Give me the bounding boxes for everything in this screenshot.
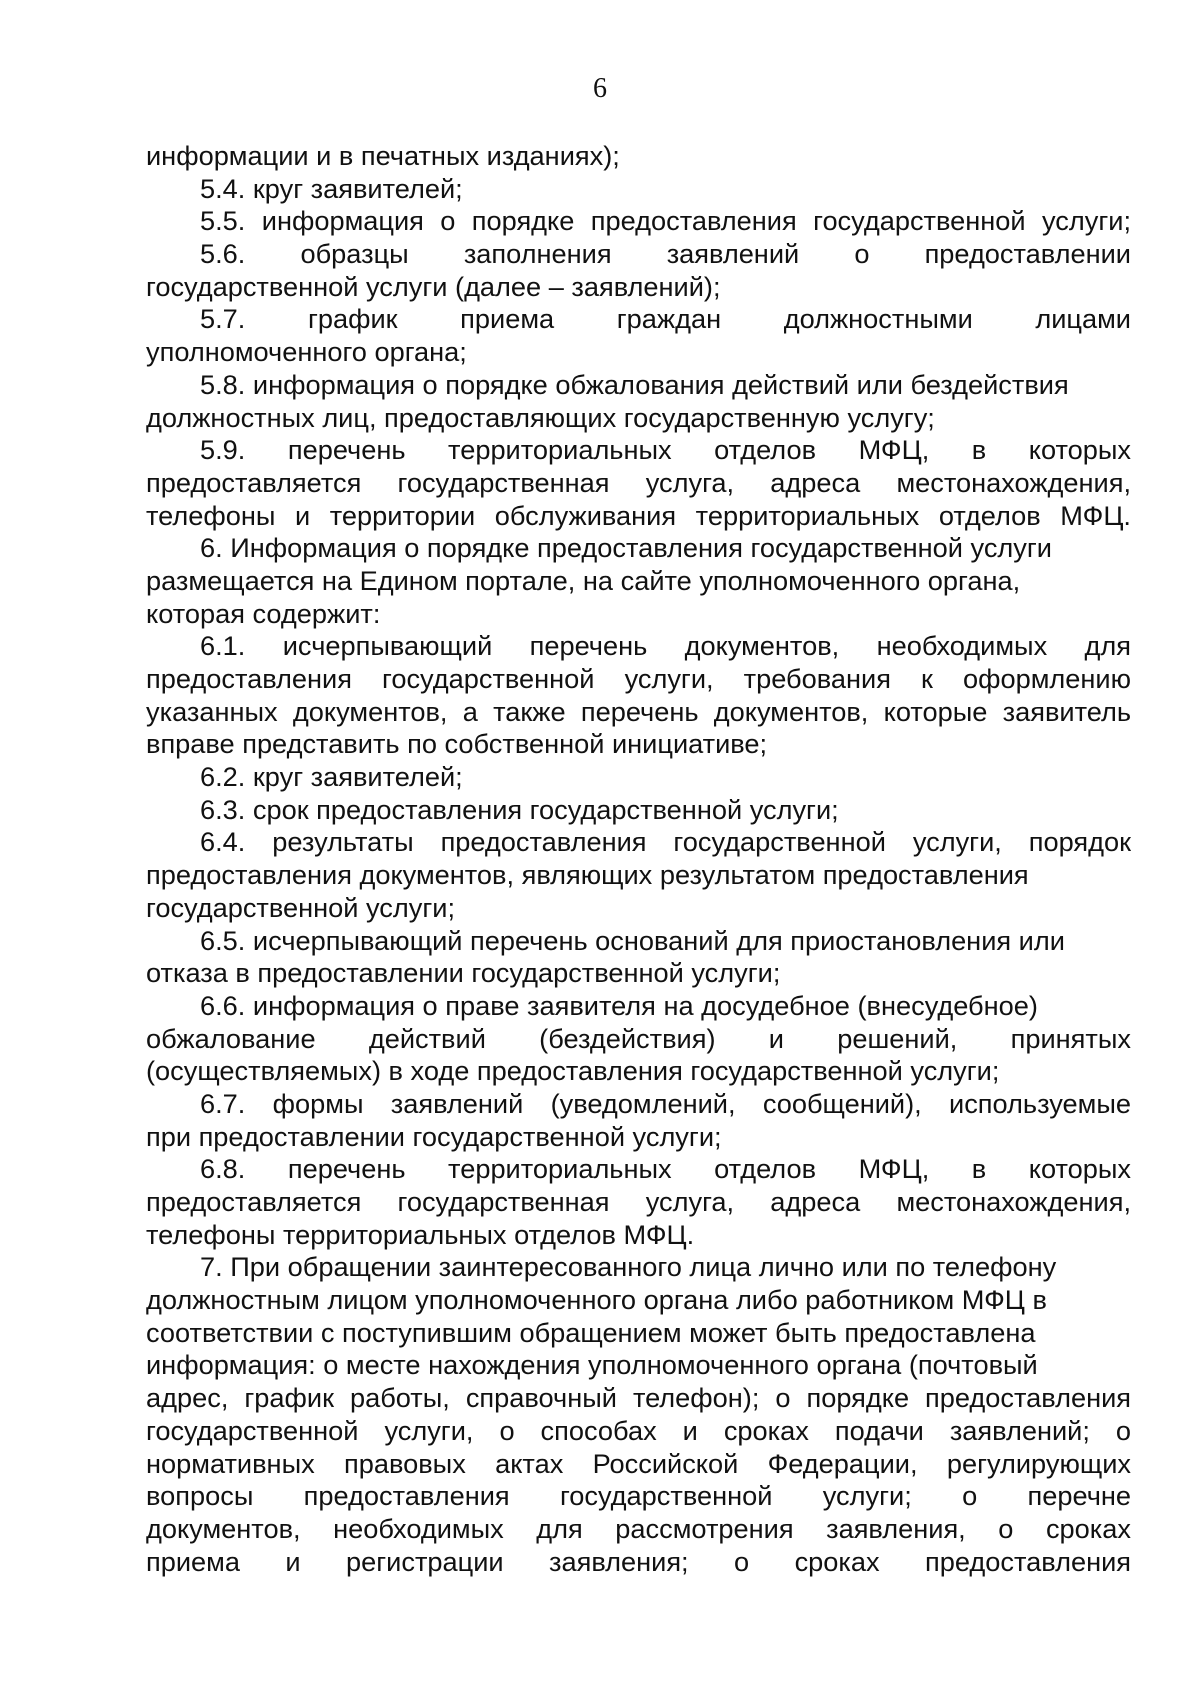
document-body: [146, 140, 1131, 1578]
text-line: 7. При обращении заинтересованного лица лично или по телефону: [200, 1251, 1057, 1283]
text-line: 5.9. перечень территориальных отделов МФЦ, в которых: [200, 434, 1131, 466]
text-line: должностным лицом уполномоченного органа либо работником МФЦ в: [146, 1284, 1047, 1316]
text-line: предоставления документов, являющих результатом предоставления: [146, 859, 1029, 891]
text-line: адрес, график работы, справочный телефон); о порядке предоставления: [146, 1382, 1131, 1414]
text-line: размещается на Едином портале, на сайте уполномоченного органа,: [146, 564, 1021, 596]
text-line: при предоставлении государственной услуги;: [146, 1120, 722, 1152]
text-line: вправе представить по собственной инициативе;: [146, 728, 768, 760]
text-line: 5.7. график приема граждан должностными лицами: [200, 303, 1131, 335]
text-line: 6.8. перечень территориальных отделов МФЦ, в которых: [200, 1153, 1131, 1185]
text-line: телефоны территориальных отделов МФЦ.: [146, 1218, 695, 1250]
text-line: 6.1. исчерпывающий перечень документов, необходимых для: [200, 630, 1131, 662]
text-line: информации и в печатных изданиях);: [146, 140, 620, 171]
text-line: 6.6. информация о праве заявителя на досудебное (внесудебное): [200, 989, 1038, 1021]
text-line: предоставления государственной услуги, требования к оформлению: [146, 663, 1131, 694]
text-line: обжалование действий (бездействия) и решений, принятых: [146, 1022, 1131, 1054]
text-line: приема и регистрации заявления; о сроках предоставления: [146, 1545, 1131, 1577]
text-line: соответствии с поступившим обращением может быть предоставлена: [146, 1316, 1036, 1348]
text-line: 6.3. срок предоставления государственной услуги;: [200, 793, 839, 825]
text-line: нормативных правовых актах Российской Федерации, регулирующих: [146, 1447, 1131, 1479]
text-line: вопросы предоставления государственной услуги; о перечне: [146, 1480, 1131, 1512]
text-line: 5.4. круг заявителей;: [200, 172, 463, 204]
text-line: которая содержит:: [146, 597, 381, 629]
text-line: государственной услуги;: [146, 891, 456, 923]
text-line: документов, необходимых для рассмотрения заявления, о сроках: [146, 1512, 1131, 1544]
text-line: указанных документов, а также перечень документов, которые заявитель: [146, 695, 1131, 727]
text-line: телефоны и территории обслуживания территориальных отделов МФЦ.: [146, 499, 1131, 531]
text-line: государственной услуги (далее – заявлений);: [146, 270, 721, 302]
text-line: уполномоченного органа;: [146, 336, 467, 368]
text-line: предоставляется государственная услуга, адреса местонахождения,: [146, 1186, 1131, 1217]
text-line: 6.7. формы заявлений (уведомлений, сообщений), используемые: [200, 1087, 1131, 1119]
text-line: (осуществляемых) в ходе предоставления государственной услуги;: [146, 1055, 1000, 1087]
text-line: 5.6. образцы заполнения заявлений о предоставлении: [200, 238, 1131, 270]
text-line: должностных лиц, предоставляющих государственную услугу;: [146, 401, 935, 433]
text-line: 6.2. круг заявителей;: [200, 761, 463, 793]
text-line: предоставляется государственная услуга, адреса местонахождения,: [146, 466, 1131, 498]
text-line: 5.8. информация о порядке обжалования действий или бездействия: [200, 368, 1069, 400]
text-line: 5.5. информация о порядке предоставления государственной услуги;: [200, 205, 1131, 237]
text-line: отказа в предоставлении государственной услуги;: [146, 957, 781, 989]
text-line: 6.4. результаты предоставления государственной услуги, порядок: [200, 826, 1131, 858]
text-line: государственной услуги, о способах и сроках подачи заявлений; о: [146, 1414, 1131, 1446]
text-line: 6. Информация о порядке предоставления государственной услуги: [200, 532, 1052, 564]
page-number: 6: [593, 73, 607, 104]
text-line: информация: о месте нахождения уполномоченного органа (почтовый: [146, 1349, 1038, 1381]
text-line: 6.5. исчерпывающий перечень оснований для приостановления или: [200, 924, 1065, 956]
